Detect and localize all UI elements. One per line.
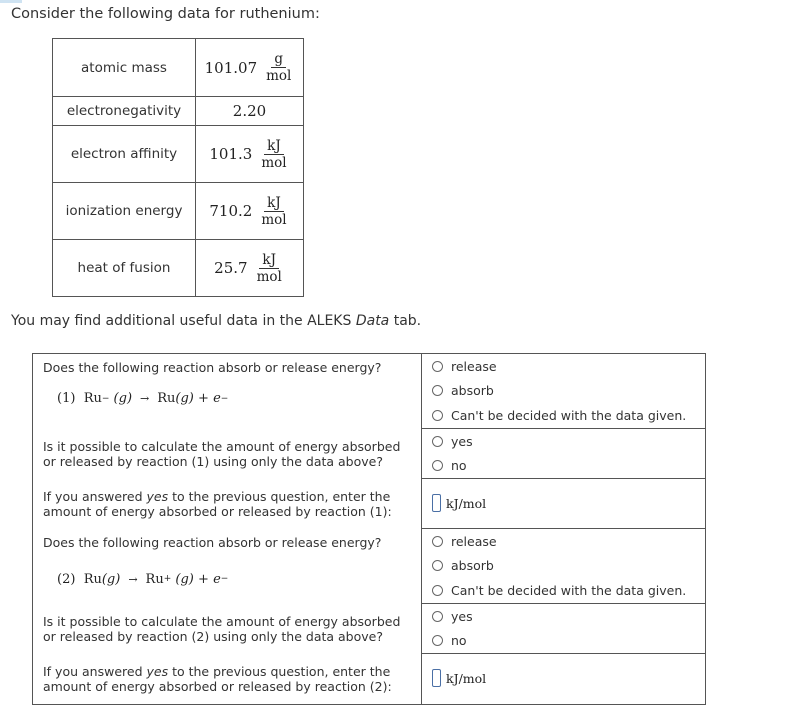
enter-question [43,664,421,694]
reaction-number: (2) [57,571,76,587]
note-text: You may find additional useful data in the ALEKS [11,313,356,329]
property-label: atomic mass [53,39,196,97]
radio-no-1[interactable] [432,454,705,479]
note-text-end: tab. [389,313,422,329]
product-state: (g) [175,571,194,587]
radio-circle[interactable] [432,611,443,622]
enter-yes-word: yes [146,488,169,504]
radio-circle[interactable] [432,436,443,447]
option-label: release [451,358,497,374]
radio-cant-decide-1[interactable] [432,403,705,428]
unit-label: kJ/mol [446,495,487,511]
option-label: no [451,633,467,649]
electron-symbol: e [213,571,221,587]
property-row [53,97,304,126]
radio-circle[interactable] [432,385,443,396]
reactant-state: (g) [101,571,121,587]
question-table [32,353,706,705]
answer-cell [422,429,706,479]
option-label: absorb [451,383,494,399]
question-cell [33,354,422,429]
enter-text: If you answered [43,663,147,679]
unit-numerator: kJ [264,195,284,212]
enter-text: If you answered [43,488,147,504]
reaction-equation-2 [57,572,421,587]
question-row-absorb-1 [33,354,706,429]
option-label: Can't be decided with the data given. [451,407,687,423]
option-label: release [451,533,497,549]
reaction-equation-1 [57,391,421,406]
radio-yes-1[interactable] [432,429,705,454]
enter-text: to the previous question, enter the [168,488,391,504]
possible-question [43,439,421,469]
question-row-possible-1 [33,429,706,479]
radio-circle[interactable] [432,410,443,421]
property-label: electronegativity [53,97,196,126]
enter-question [43,489,421,519]
property-value: 25.7 [214,259,248,277]
radio-absorb-2[interactable] [432,554,705,579]
property-row [53,39,304,97]
unit-label: kJ/mol [446,670,487,686]
intro-text: Consider the following data for ruthenium: [11,6,320,22]
radio-release-1[interactable] [432,354,705,379]
enter-text: to the previous question, enter the [168,663,391,679]
product-symbol: Ru [145,571,164,587]
property-row [53,126,304,183]
unit-numerator: kJ [264,138,284,155]
unit-denominator: mol [256,268,282,285]
unit-fraction [258,138,289,171]
question-row-possible-2 [33,604,706,654]
enter-question-line: amount of energy absorbed or released by reaction (1): [43,503,392,519]
answer-cell [422,529,706,604]
properties-table [52,38,304,297]
possible-question-line: Is it possible to calculate the amount of energy absorbed [43,438,401,454]
reactant-symbol: Ru [83,391,102,406]
absorb-question: Does the following reaction absorb or release energy? [43,360,382,375]
enter-question-line: amount of energy absorbed or released by reaction (2): [43,678,392,694]
reactant-state: (g) [113,391,133,406]
property-row [53,183,304,240]
product-charge: + [163,574,172,584]
possible-question-line: or released by reaction (2) using only the data above? [43,628,383,644]
unit-denominator: mol [266,68,292,84]
option-label: yes [451,433,473,449]
product-state: (g) [175,391,194,406]
property-value-cell [196,39,304,97]
question-cell [33,604,422,654]
possible-question-line: or released by reaction (1) using only the data above? [43,453,383,469]
option-label: absorb [451,558,494,574]
question-cell [33,529,422,604]
corner-accent [0,0,22,3]
unit-fraction [263,51,294,84]
question-cell [33,479,422,529]
radio-circle[interactable] [432,361,443,372]
energy-input-group-1 [432,479,705,527]
data-tab-note [11,313,421,329]
possible-question [43,614,421,644]
possible-question-line: Is it possible to calculate the amount of energy absorbed [43,613,401,629]
property-value: 101.07 [204,58,258,77]
enter-yes-word: yes [146,663,169,679]
property-value: 710.2 [209,202,253,220]
reactant-charge: − [101,393,110,404]
property-value-cell [196,240,304,297]
electron-charge: − [220,574,229,584]
property-label: ionization energy [53,183,196,240]
plus-sign: + [198,391,209,406]
energy-input-1[interactable] [432,494,441,512]
reactant-symbol: Ru [83,571,102,587]
product-symbol: Ru [157,391,176,406]
property-row [53,240,304,297]
radio-release-2[interactable] [432,529,705,554]
question-cell [33,654,422,705]
energy-input-group-2 [432,654,705,702]
property-value: 2.20 [232,102,267,120]
radio-circle[interactable] [432,536,443,547]
option-label: yes [451,608,473,624]
property-label: electron affinity [53,126,196,183]
reaction-arrow: → [128,572,138,586]
question-row-enter-1 [33,479,706,529]
radio-cant-decide-2[interactable] [432,578,705,603]
absorb-question: Does the following reaction absorb or release energy? [43,534,382,550]
question-cell [33,429,422,479]
radio-circle[interactable] [432,560,443,571]
radio-yes-2[interactable] [432,604,705,629]
radio-circle[interactable] [432,585,443,596]
radio-no-2[interactable] [432,629,705,654]
unit-fraction [258,195,289,228]
data-tab-name: Data [355,313,390,329]
option-label: Can't be decided with the data given. [451,582,687,598]
property-label: heat of fusion [53,240,196,297]
unit-denominator: mol [261,211,287,228]
answer-cell [422,479,706,529]
radio-absorb-1[interactable] [432,379,705,404]
property-value-cell [196,183,304,240]
reaction-number: (1) [57,391,76,406]
electron-symbol: e [213,391,221,406]
plus-sign: + [198,571,209,587]
electron-charge: − [220,393,229,404]
property-value-cell [196,126,304,183]
answer-cell [422,604,706,654]
question-row-enter-2 [33,654,706,705]
unit-fraction [254,252,285,285]
question-row-absorb-2 [33,529,706,604]
radio-circle[interactable] [432,635,443,646]
unit-denominator: mol [261,154,287,171]
answer-cell [422,354,706,429]
radio-circle[interactable] [432,460,443,471]
property-value: 101.3 [209,145,253,163]
property-value-cell [196,97,304,126]
reaction-arrow: → [140,392,150,405]
energy-input-2[interactable] [432,669,441,687]
unit-numerator: kJ [259,252,279,269]
answer-cell [422,654,706,705]
option-label: no [451,458,467,474]
unit-numerator: g [271,51,286,68]
